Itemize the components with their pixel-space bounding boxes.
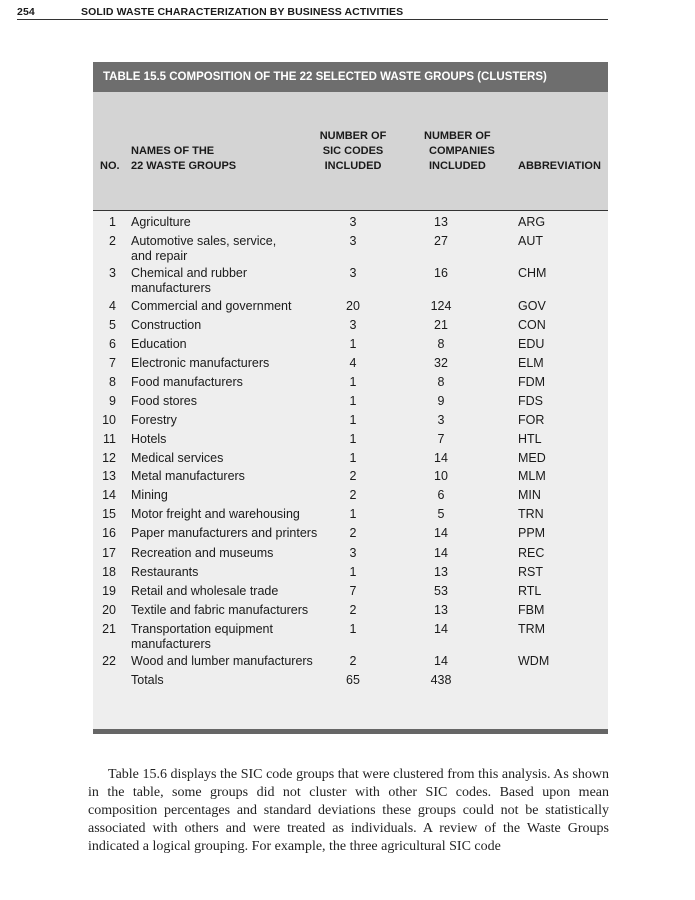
row-sic-count: 3 xyxy=(349,317,357,332)
header-sic-line3: INCLUDED xyxy=(324,160,382,172)
table-header xyxy=(93,92,608,211)
row-number: 10 xyxy=(102,413,116,428)
row-number: 20 xyxy=(102,602,116,617)
header-companies-line1: NUMBER OF xyxy=(424,130,491,142)
row-number: 1 xyxy=(109,215,116,230)
row-number: 5 xyxy=(109,317,116,332)
row-sic-count: 1 xyxy=(349,393,357,408)
row-sic-count: 1 xyxy=(349,621,357,636)
header-sic-line2: SIC CODES xyxy=(322,145,384,157)
page-number: 254 xyxy=(17,6,35,18)
row-sic-count: 1 xyxy=(349,413,357,428)
header-name-line1: NAMES OF THE xyxy=(131,145,215,157)
row-name: Metal manufacturers xyxy=(131,469,245,484)
row-number: 18 xyxy=(102,564,116,579)
row-company-count: 14 xyxy=(434,526,448,541)
row-number: 6 xyxy=(109,336,116,351)
row-sic-count: 1 xyxy=(349,374,357,389)
row-number: 16 xyxy=(102,526,116,541)
row-company-count: 32 xyxy=(434,355,448,370)
row-abbreviation: MIN xyxy=(518,488,541,503)
row-sic-count: 3 xyxy=(349,545,357,560)
row-abbreviation: FDS xyxy=(518,393,543,408)
row-number: 13 xyxy=(102,469,116,484)
row-abbreviation: ARG xyxy=(518,215,546,230)
row-company-count: 5 xyxy=(437,507,445,522)
row-sic-count: 7 xyxy=(349,583,357,598)
header-sic-line1: NUMBER OF xyxy=(319,130,387,142)
row-sic-count: 1 xyxy=(349,507,357,522)
row-abbreviation: GOV xyxy=(518,298,546,313)
row-number: 9 xyxy=(109,393,116,408)
row-name: Transportation equipment manufacturers xyxy=(131,621,273,651)
table-bottom-rule xyxy=(93,729,608,734)
row-name: Automotive sales, service, and repair xyxy=(131,234,277,264)
row-name: Food stores xyxy=(131,393,198,408)
row-name: Construction xyxy=(131,317,202,332)
row-sic-count: 3 xyxy=(349,215,357,230)
row-abbreviation: PPM xyxy=(518,526,546,541)
row-number: 4 xyxy=(109,298,116,313)
table-title: TABLE 15.5 COMPOSITION OF THE 22 SELECTED WASTE GROUPS (CLUSTERS) xyxy=(93,62,608,92)
row-company-count: 21 xyxy=(434,317,448,332)
row-sic-count: 1 xyxy=(349,564,357,579)
row-abbreviation: FOR xyxy=(518,413,545,428)
row-company-count: 13 xyxy=(434,602,448,617)
row-name: Restaurants xyxy=(131,564,199,579)
row-company-count: 16 xyxy=(434,266,448,281)
row-sic-count: 4 xyxy=(349,355,357,370)
row-company-count: 14 xyxy=(434,621,448,636)
row-company-count: 6 xyxy=(437,488,445,503)
row-number: 3 xyxy=(109,266,116,281)
row-abbreviation: CHM xyxy=(518,266,547,281)
row-number: 14 xyxy=(102,488,116,503)
row-number: 7 xyxy=(109,355,116,370)
row-abbreviation: REC xyxy=(518,545,545,560)
body-paragraph: Table 15.6 displays the SIC code groups that were clustered from this analysis. As shown in the table, some groups did not cluster with other SIC codes. Based upon mean composition percentages and standard deviations these groups could not be statistically associated with others and were treated as individuals. A review of the Waste Groups indicated a logical grouping. For example, the three agricultural SIC code xyxy=(88,767,609,854)
row-abbreviation: FBM xyxy=(518,602,545,617)
row-name: Medical services xyxy=(131,451,224,466)
row-name: Chemical and rubber manufacturers xyxy=(131,266,248,296)
row-company-count: 124 xyxy=(430,298,452,313)
row-abbreviation: FDM xyxy=(518,374,546,389)
row-name: Motor freight and warehousing xyxy=(131,507,300,522)
row-sic-count: 1 xyxy=(349,336,357,351)
row-abbreviation: CON xyxy=(518,317,546,332)
row-name: Food manufacturers xyxy=(131,374,243,389)
row-abbreviation: RTL xyxy=(518,583,542,598)
row-number: 19 xyxy=(102,583,116,598)
row-sic-count: 2 xyxy=(349,469,357,484)
totals-label: Totals xyxy=(131,673,164,688)
row-name: Recreation and museums xyxy=(131,545,274,560)
row-name: Education xyxy=(131,336,187,351)
composition-table xyxy=(93,62,608,736)
row-company-count: 10 xyxy=(434,469,448,484)
row-abbreviation: EDU xyxy=(518,336,545,351)
row-abbreviation: HTL xyxy=(518,432,542,447)
row-abbreviation: TRM xyxy=(518,621,546,636)
row-name: Paper manufacturers and printers xyxy=(131,526,318,541)
row-name: Hotels xyxy=(131,432,167,447)
row-sic-count: 20 xyxy=(346,298,360,313)
row-sic-count: 2 xyxy=(349,602,357,617)
row-name: Retail and wholesale trade xyxy=(131,583,279,598)
header-companies-line3: INCLUDED xyxy=(429,160,486,172)
row-abbreviation: AUT xyxy=(518,234,543,249)
row-sic-count: 2 xyxy=(349,488,357,503)
header-no: NO. xyxy=(100,160,120,172)
row-company-count: 9 xyxy=(437,393,445,408)
totals-company-count: 438 xyxy=(430,673,452,688)
row-sic-count: 3 xyxy=(349,266,357,281)
totals-sic-count: 65 xyxy=(346,673,360,688)
row-abbreviation: WDM xyxy=(518,653,550,668)
row-sic-count: 3 xyxy=(349,234,357,249)
row-name: Electronic manufacturers xyxy=(131,355,270,370)
row-name: Textile and fabric manufacturers xyxy=(131,602,309,617)
row-number: 15 xyxy=(102,507,116,522)
row-abbreviation: ELM xyxy=(518,355,544,370)
row-company-count: 14 xyxy=(434,653,448,668)
row-company-count: 27 xyxy=(434,234,448,249)
table-body xyxy=(93,211,608,729)
row-abbreviation: TRN xyxy=(518,507,544,522)
row-company-count: 13 xyxy=(434,564,448,579)
row-number: 12 xyxy=(102,451,116,466)
row-name: Agriculture xyxy=(131,215,191,230)
row-company-count: 13 xyxy=(434,215,448,230)
row-number: 11 xyxy=(103,432,116,447)
row-sic-count: 1 xyxy=(349,451,357,466)
row-abbreviation: RST xyxy=(518,564,543,579)
row-company-count: 3 xyxy=(437,413,445,428)
header-abbreviation: ABBREVIATION xyxy=(518,160,601,172)
row-number: 22 xyxy=(102,653,116,668)
row-sic-count: 2 xyxy=(349,653,357,668)
row-number: 2 xyxy=(109,234,116,249)
row-number: 8 xyxy=(109,374,116,389)
header-companies-line2: COMPANIES xyxy=(429,145,495,157)
row-company-count: 8 xyxy=(437,336,445,351)
row-name: Commercial and government xyxy=(131,298,292,313)
row-number: 17 xyxy=(102,545,116,560)
row-company-count: 8 xyxy=(437,374,445,389)
row-sic-count: 1 xyxy=(349,432,357,447)
header-name-line2: 22 WASTE GROUPS xyxy=(131,160,237,172)
row-company-count: 53 xyxy=(434,583,448,598)
row-company-count: 14 xyxy=(434,545,448,560)
row-name: Forestry xyxy=(131,413,177,428)
row-company-count: 7 xyxy=(437,432,445,447)
row-abbreviation: MLM xyxy=(518,469,546,484)
row-number: 21 xyxy=(102,621,116,636)
row-sic-count: 2 xyxy=(349,526,357,541)
row-abbreviation: MED xyxy=(518,451,546,466)
row-name: Wood and lumber manufacturers xyxy=(131,653,313,668)
running-title: SOLID WASTE CHARACTERIZATION BY BUSINESS ACTIVITIES xyxy=(81,6,404,18)
row-name: Mining xyxy=(131,488,168,503)
row-company-count: 14 xyxy=(434,451,448,466)
running-header xyxy=(17,6,608,20)
